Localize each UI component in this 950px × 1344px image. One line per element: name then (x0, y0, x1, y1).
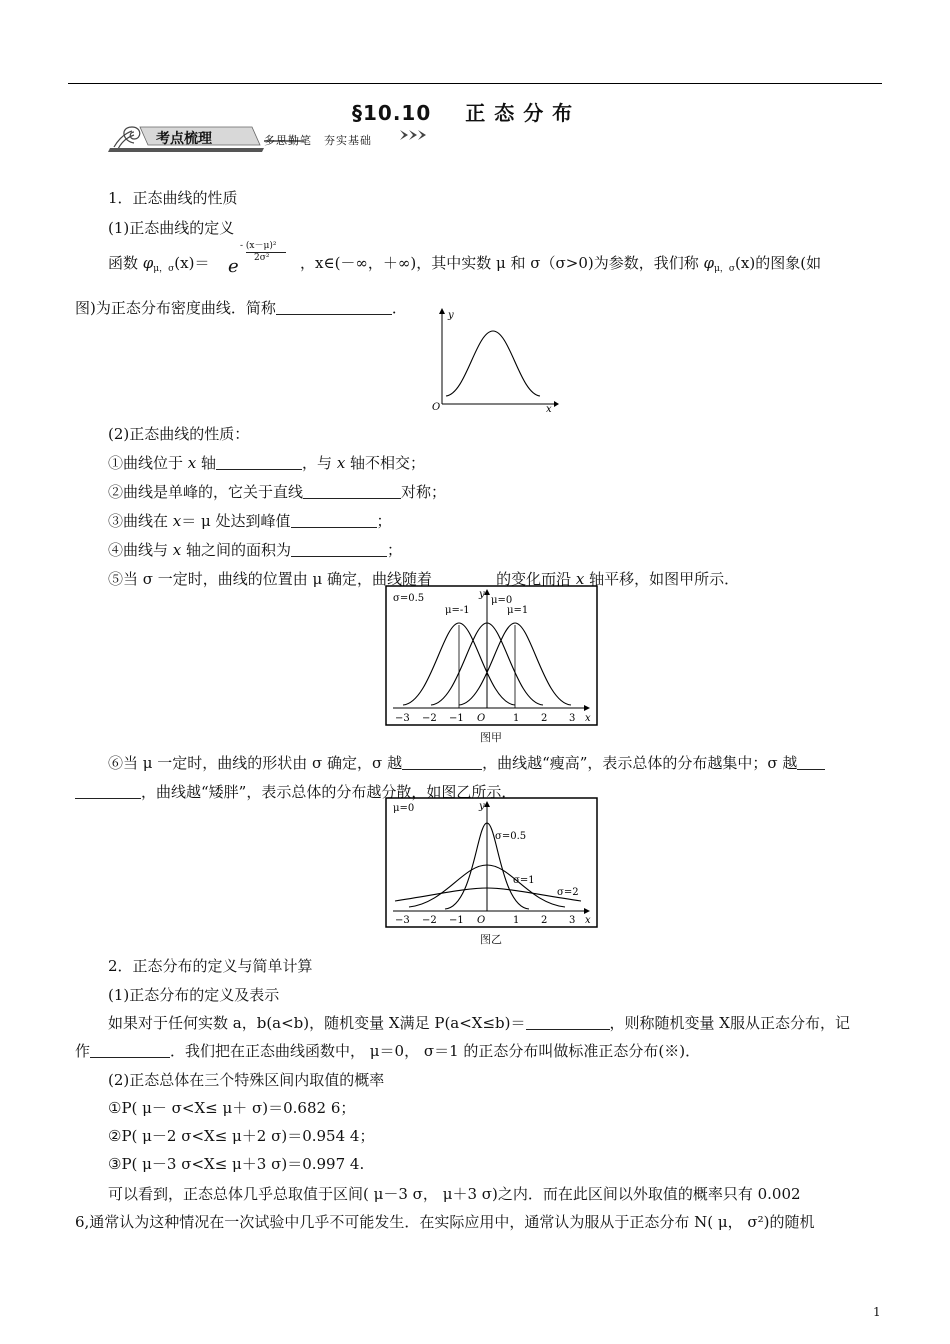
figB-mu-label: μ=0 (393, 803, 415, 814)
figA-tick-2: 2 (541, 713, 548, 724)
probability-3: ③P( μ－3 σ<X≤ μ＋3 σ)＝0.997 4. (108, 1155, 365, 1173)
probability-1: ①P( μ－ σ<X≤ μ＋ σ)＝0.682 6； (108, 1099, 356, 1117)
conclusion-line-2: 6,通常认为这种情况在一次试验中几乎不可能发生．在实际应用中，通常认为服从于正态分布 N( μ， σ²)的随机 (75, 1213, 815, 1231)
formula-e: e (228, 256, 239, 277)
blank-p6b-end[interactable] (75, 783, 141, 799)
section1-heading: 1．正态曲线的性质 (108, 189, 238, 207)
property-5: ⑤当 σ 一定时，曲线的位置由 μ 确定，曲线随着 的变化而沿 x 轴平移，如图甲所示． (108, 570, 740, 588)
figure-yi-caption: 图乙 (480, 933, 502, 946)
banner-label: 考点梳理 (156, 131, 212, 147)
figB-s05-label: σ=0.5 (495, 831, 527, 842)
figA-mu-1-label: μ=1 (507, 605, 529, 616)
figure-jia (385, 585, 599, 727)
section1-sub2: (2)正态曲线的性质： (108, 425, 250, 443)
figA-tick-m1: −1 (449, 713, 464, 724)
blank-s2-a[interactable] (526, 1014, 610, 1030)
figB-tick-2: 2 (541, 915, 548, 926)
banner-subtitle: 多思勤笔 夯实基础 (264, 134, 372, 147)
property-3: ③曲线在 x＝ μ 处达到峰值 ； (108, 512, 392, 530)
figB-tick-o: O (477, 915, 486, 926)
figB-x-arrow (584, 908, 590, 914)
definition-line-1b: ，x∈(－∞，＋∞)，其中实数 μ 和 σ（σ>0)为参数，我们称 $\varphi_{\mu,\sigma}(x)$的图象(如 (300, 254, 822, 274)
figA-mu-m1-label: μ=-1 (445, 605, 470, 616)
figB-tick-m2: −2 (422, 915, 437, 926)
figA-tick-3: 3 (569, 713, 576, 724)
blank-short-name[interactable] (276, 299, 392, 315)
figB-x-label: x (585, 915, 591, 926)
figure-normal-curve (426, 306, 560, 414)
figB-tick-m1: −1 (449, 915, 464, 926)
blank-p1[interactable] (216, 454, 302, 470)
figure-jia-frame (386, 586, 597, 725)
blank-p2[interactable] (303, 483, 401, 499)
figA-mu-0-label: μ=0 (491, 595, 513, 606)
blank-p6b-start[interactable] (797, 754, 825, 770)
blank-s2-b[interactable] (90, 1042, 170, 1058)
figA-tick-o: O (477, 713, 486, 724)
x-label: x (546, 404, 552, 414)
probability-2: ②P( μ－2 σ<X≤ μ＋2 σ)＝0.954 4； (108, 1127, 375, 1145)
property-6-cont: ，曲线越“矮胖”，表示总体的分布越分散，如图乙所示． (75, 781, 516, 803)
figB-s2-label: σ=2 (557, 887, 579, 898)
section2-sub1: (1)正态分布的定义及表示 (108, 986, 280, 1004)
section1-sub1: (1)正态曲线的定义 (108, 219, 235, 237)
section-title: 正 态 分 布 (465, 101, 574, 125)
definition-line-1: 函数 $\varphi_{\mu,\sigma}(x)=$ (108, 254, 210, 274)
figure-yi-frame (386, 798, 597, 927)
figB-y-label: y (479, 801, 485, 812)
figB-tick-1: 1 (513, 915, 520, 926)
property-4: ④曲线与 x 轴之间的面积为 ； (108, 541, 403, 559)
blank-p3[interactable] (291, 512, 377, 528)
blank-p6a[interactable] (402, 754, 482, 770)
property-6: ⑥当 μ 一定时，曲线的形状由 σ 确定，σ 越 ，曲线越“瘦高”，表示总体的分布越集中；σ 越 (108, 752, 825, 774)
figB-s1-label: σ=1 (513, 875, 535, 886)
page-number: 1 (873, 1305, 881, 1319)
header-rule (68, 83, 882, 84)
section2-heading: 2．正态分布的定义与简单计算 (108, 957, 313, 975)
figB-curve-sigma-2 (395, 888, 581, 901)
section2-sub2: (2)正态总体在三个特殊区间内取值的概率 (108, 1071, 385, 1089)
figA-tick-m3: −3 (395, 713, 410, 724)
figA-sigma-label: σ=0.5 (393, 593, 425, 604)
x-axis-arrow (554, 401, 559, 407)
formula-exponent: - (x－μ)² 2σ² (240, 241, 286, 264)
figA-y-label: y (479, 589, 485, 600)
y-axis-arrow (439, 308, 445, 314)
figB-tick-3: 3 (569, 915, 576, 926)
y-label: y (448, 310, 454, 321)
figA-tick-1: 1 (513, 713, 520, 724)
property-1: ①曲线位于 x 轴 ，与 x 轴不相交； (108, 454, 426, 472)
figure-jia-caption: 图甲 (480, 731, 502, 744)
property-2: ②曲线是单峰的，它关于直线 对称； (108, 483, 447, 501)
definition-line-2: 图)为正态分布密度曲线．简称 ． (75, 299, 407, 317)
section-number: §10.10 (352, 101, 432, 125)
figB-y-arrow (484, 801, 490, 807)
figB-tick-m3: −3 (395, 915, 410, 926)
figure-yi (385, 797, 599, 929)
s2-definition-1: 如果对于任何实数 a，b(a<b)，随机变量 X满足 P(a<X≤b)＝ ，则称随机变量 X服从正态分布，记 (108, 1014, 850, 1032)
figA-y-arrow (484, 589, 490, 595)
origin-label: O (432, 402, 441, 413)
s2-definition-2: 作 ．我们把在正态曲线函数中， μ＝0， σ＝1 的正态分布叫做标准正态分布(※)． (75, 1042, 701, 1060)
conclusion-line-1: 可以看到，正态总体几乎总取值于区间( μ－3 σ， μ＋3 σ)之内．而在此区间以外取值的概率只有 0.002 (108, 1185, 801, 1203)
blank-p4[interactable] (291, 541, 387, 557)
figA-x-label: x (585, 713, 591, 724)
figA-x-arrow (584, 705, 590, 711)
figA-tick-m2: −2 (422, 713, 437, 724)
density-curve (446, 331, 540, 396)
